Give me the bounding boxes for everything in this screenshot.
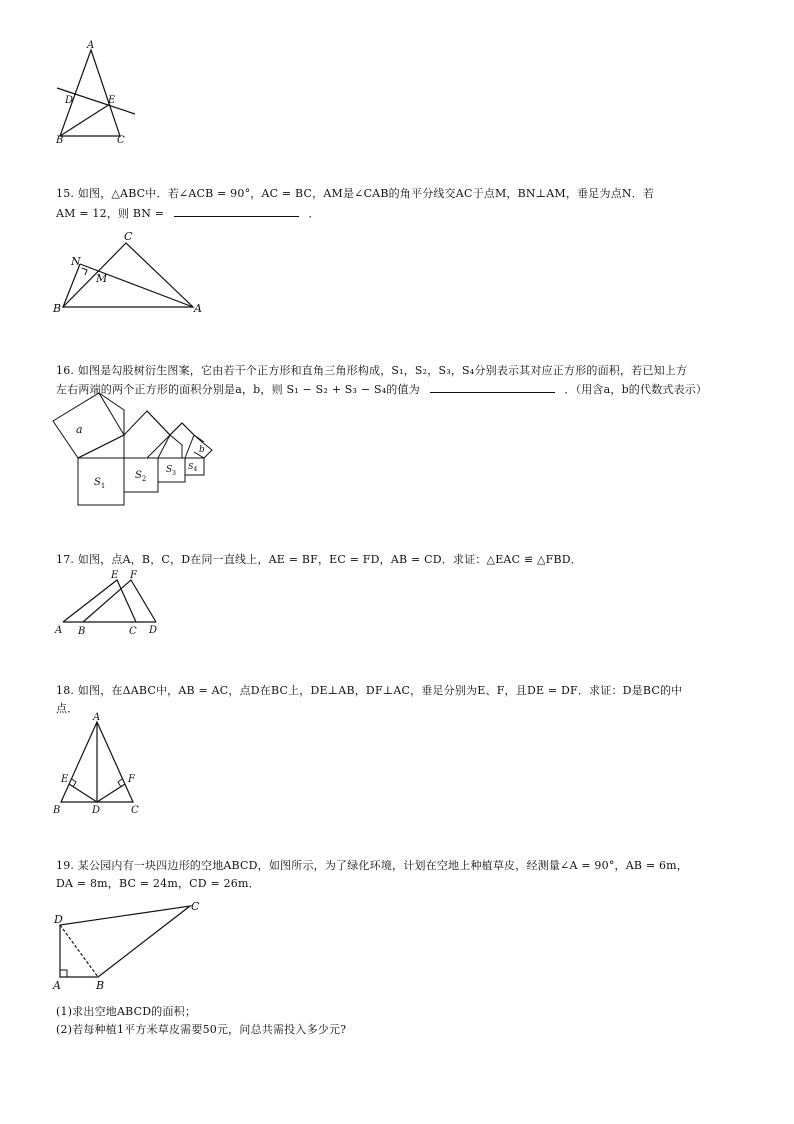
label-f: F <box>130 570 137 581</box>
tri-1 <box>78 435 124 458</box>
q18-line-de <box>69 784 97 802</box>
label-e: E <box>108 95 116 106</box>
label-s4: $S_4$ <box>188 462 198 473</box>
q19-text-line1: 19. 某公园内有一块四边形的空地ABCD，如图所示，为了绿化环境，计划在空地上种植草皮，经测量∠A = 90°，AB = 6m， <box>56 859 688 872</box>
label-a: A <box>87 40 95 51</box>
square-u3 <box>170 423 194 458</box>
square-b <box>194 435 212 458</box>
q15-right-angle <box>82 268 87 275</box>
label-c: C <box>117 135 125 146</box>
label-a: A <box>53 979 61 992</box>
square-s3 <box>158 458 185 482</box>
square-s4 <box>185 458 204 475</box>
q15-text-line2 <box>56 205 320 221</box>
square-a <box>53 393 124 458</box>
label-c: C <box>129 626 137 637</box>
label-e: E <box>111 570 119 581</box>
q16-text-a: 左右两端的两个正方形的面积分别是a，b，则 S₁ − S₂ + S₃ − S₄的值为 <box>56 383 420 396</box>
square-t1 <box>99 393 124 458</box>
q18-text-line1: 18. 如图，在ΔABC中，AB = AC，点D在BC上，DE⊥AB，DF⊥AC，垂足分别为E、F，且DE = DF．求证：D是BC的中 <box>56 684 683 697</box>
label-m: M <box>96 272 108 285</box>
label-b: B <box>53 302 62 315</box>
q19-right-angle <box>60 970 67 977</box>
label-s3: $S_3$ <box>166 465 176 477</box>
label-b: B <box>96 979 105 992</box>
q18-right-angle-e <box>72 779 76 787</box>
q14-line-be <box>60 104 110 136</box>
q18-triangle <box>61 722 133 802</box>
square-u2 <box>158 435 182 458</box>
label-a: A <box>93 712 101 723</box>
q16-text-line1: 16. 如图是勾股树衍生图案，它由若干个正方形和直角三角形构成，S₁，S₂，S₃，S₄分别表示其对应正方形的面积，若已知上方 <box>56 364 688 377</box>
q15-text-a: AM = 12，则 BN = <box>56 207 165 220</box>
q17-text-line1: 17. 如图，点A，B，C，D在同一直线上，AE = BF，EC = FD，AB = CD．求证：△EAC ≌ △FBD． <box>56 553 582 566</box>
q16-text-line2 <box>56 381 707 397</box>
square-s1 <box>78 458 124 505</box>
q18-right-angle-f <box>118 779 122 787</box>
q19-text-line2: DA = 8m，BC = 24m，CD = 26m． <box>56 877 260 890</box>
label-b: B <box>56 135 64 146</box>
q19-sub2: (2)若每种植1平方米草皮需要50元，问总共需投入多少元? <box>56 1023 347 1036</box>
square-u1 <box>124 411 170 458</box>
label-c: C <box>191 900 200 913</box>
q15-text-b: ． <box>308 207 320 220</box>
answer-blank-q15[interactable] <box>174 205 299 217</box>
label-d: D <box>92 805 101 816</box>
label-d: D <box>65 95 74 106</box>
q19-diagonal-bd <box>60 925 98 977</box>
label-b: b <box>199 445 205 455</box>
label-s2: $S_2$ <box>135 470 147 483</box>
q14-triangle <box>60 50 120 136</box>
q16-text-b: ．（用含a，b的代数式表示） <box>564 383 708 396</box>
label-d: D <box>149 625 158 636</box>
q19-quadrilateral <box>60 906 190 977</box>
q15-line-bn <box>63 264 80 307</box>
q15-text-line1: 15. 如图，△ABC中．若∠ACB = 90°，AC = BC，AM是∠CAB的角平分线交AC于点M，BN⊥AM，垂足为点N．若 <box>56 187 655 200</box>
label-b: B <box>53 805 61 816</box>
q15-triangle <box>63 243 193 307</box>
label-f: F <box>128 774 135 785</box>
q17-tri-fbd <box>83 580 156 622</box>
label-a: A <box>55 625 63 636</box>
label-n: N <box>71 255 81 268</box>
q18-line-df <box>97 784 125 802</box>
label-a: A <box>194 302 202 315</box>
q19-sub1: (1)求出空地ABCD的面积； <box>56 1005 197 1018</box>
tri-top <box>147 411 204 442</box>
q17-tri-eac <box>63 580 136 622</box>
label-c: C <box>124 230 133 243</box>
label-s1: $S_1$ <box>94 477 106 490</box>
label-b: B <box>78 626 86 637</box>
label-c: C <box>131 805 139 816</box>
q15-line-am <box>80 264 193 307</box>
label-d: D <box>54 913 63 926</box>
label-e: E <box>61 774 69 785</box>
q14-line-de <box>57 88 135 114</box>
q18-text-line2: 点． <box>56 702 79 715</box>
answer-blank-q16[interactable] <box>430 381 555 393</box>
label-a: a <box>76 423 83 436</box>
square-s2 <box>124 458 158 492</box>
